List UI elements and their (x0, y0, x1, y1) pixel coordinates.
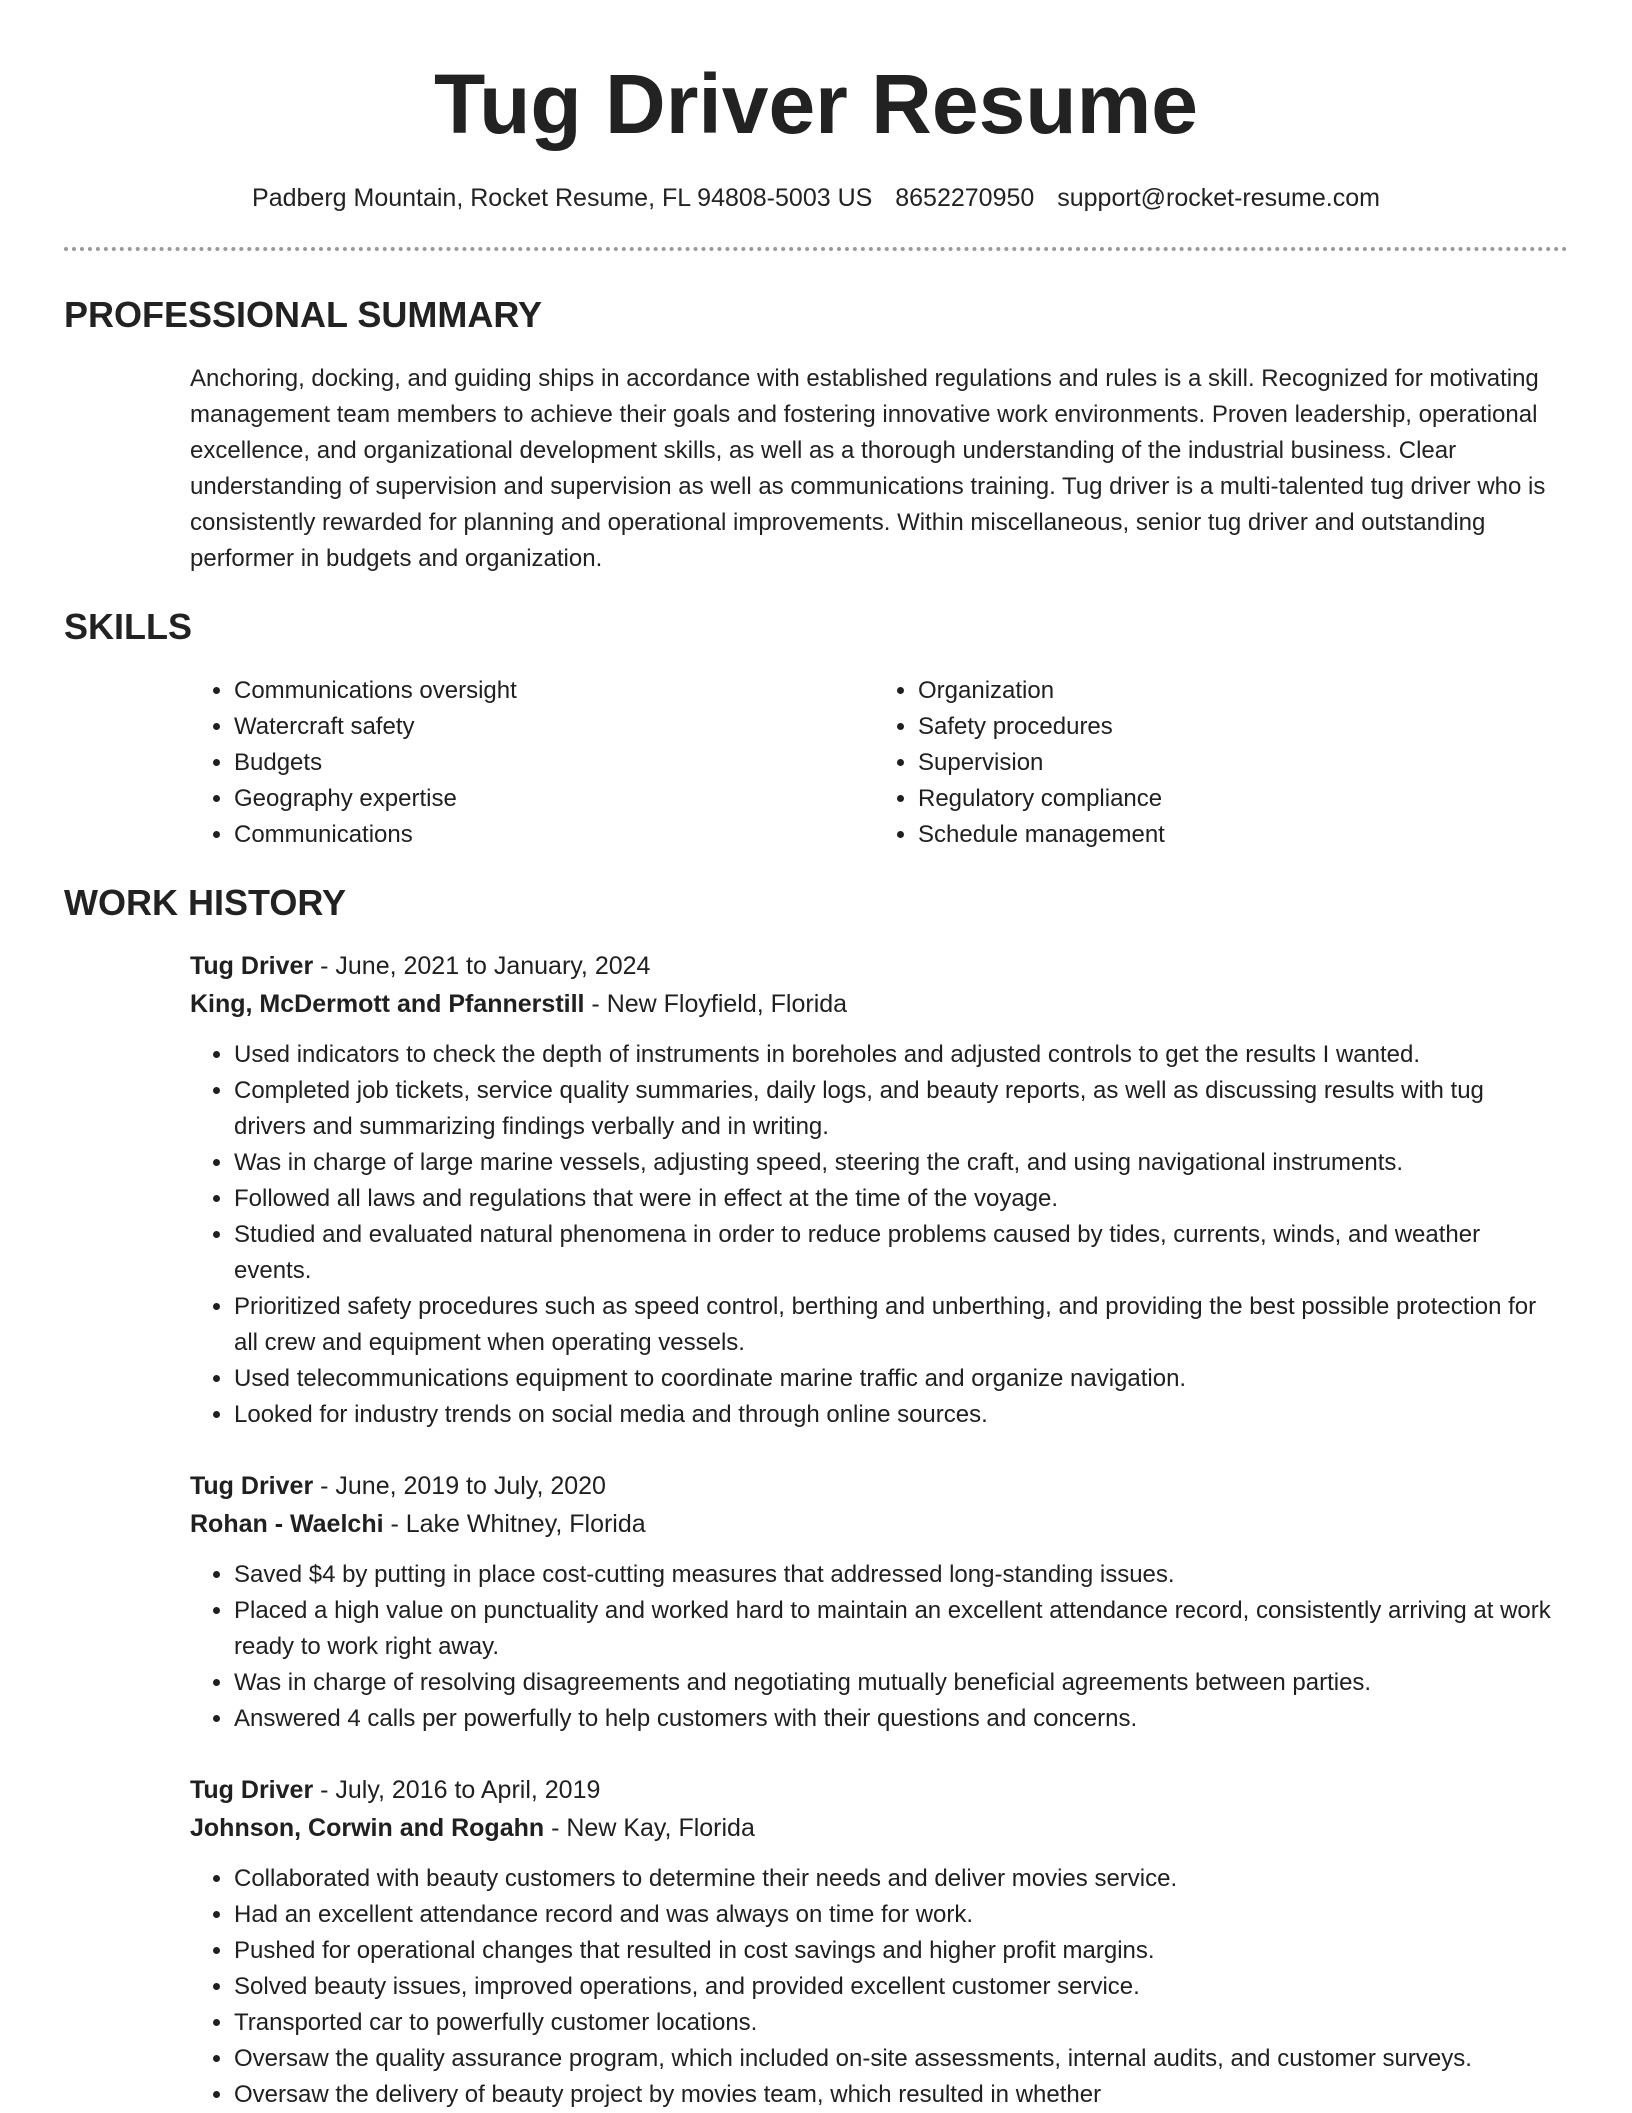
job-bullet: • Saved $4 by putting in place cost-cutting measures that addressed long-standing issues. (234, 1557, 1558, 1593)
job-location: - New Floyfield, Florida (584, 990, 848, 1018)
skill-item: • Communications (234, 817, 874, 853)
job-bullet: • Was in charge of large marine vessels, adjusting speed, steering the craft, and using navigational instruments. (234, 1145, 1558, 1181)
job-bullet: • Collaborated with beauty customers to determine their needs and deliver movies service. (234, 1861, 1558, 1897)
skills-column-right (874, 673, 1558, 853)
resume-title: Tug Driver Resume (434, 57, 1198, 151)
summary-section (0, 293, 1632, 577)
job-title-line (190, 1771, 1558, 1809)
job-bullets (190, 1557, 1558, 1737)
job-title: Tug Driver (190, 952, 314, 980)
job-bullet: • Prioritized safety procedures such as speed control, berthing and unberthing, and providing the best possible protection for all crew and equipment when operating vessels. (234, 1289, 1558, 1361)
job-bullet: • Oversaw the quality assurance program, which included on-site assessments, internal audits, and customer surveys. (234, 2041, 1558, 2077)
job-bullets (190, 1037, 1558, 1433)
job-bullet: • Solved beauty issues, improved operations, and provided excellent customer service. (234, 1969, 1558, 2005)
job-bullet: • Used indicators to check the depth of instruments in boreholes and adjusted controls to get the results I wanted. (234, 1037, 1558, 1073)
job-bullet: • Followed all laws and regulations that were in effect at the time of the voyage. (234, 1181, 1558, 1217)
job-bullet: • Completed job tickets, service quality summaries, daily logs, and beauty reports, as well as discussing results with tug drivers and summarizing findings verbally and in writing. (234, 1073, 1558, 1145)
job-bullet: • Pushed for operational changes that resulted in cost savings and higher profit margins. (234, 1933, 1558, 1969)
skill-item: • Safety procedures (918, 709, 1558, 745)
job-bullet: • Oversaw the delivery of beauty project by movies team, which resulted in whether (234, 2077, 1558, 2113)
job-bullet: • Placed a high value on punctuality and worked hard to maintain an excellent attendance record, consistently arriving at work ready to work right away. (234, 1593, 1558, 1665)
contact-phone: 8652270950 (895, 184, 1035, 212)
skills-section (0, 605, 1632, 853)
job-location: - New Kay, Florida (544, 1814, 755, 1842)
contact-email: support@rocket-resume.com (1057, 184, 1380, 212)
job-title-line (190, 947, 1558, 985)
job-title: Tug Driver (190, 1776, 314, 1804)
contact-line (0, 184, 1632, 213)
section-heading: SKILLS (64, 606, 193, 647)
job-bullet: • Transported car to powerfully customer locations. (234, 2005, 1558, 2041)
skill-item: • Watercraft safety (234, 709, 874, 745)
job-company-line (190, 1505, 1558, 1543)
skill-item: • Geography expertise (234, 781, 874, 817)
skills-list (190, 673, 1558, 853)
job-bullet: • Answered 4 calls per powerfully to help customers with their questions and concerns. (234, 1701, 1558, 1737)
job-entry (190, 947, 1558, 1433)
skill-item: • Supervision (918, 745, 1558, 781)
summary-text: Anchoring, docking, and guiding ships in accordance with established regulations and rules is a skill. Recognized for motivating management team members to achieve their goals and fostering innovative work environments. Proven leadership, operational excellence, and organizational development skills, as well as a thorough understanding of the industrial business. Clear understanding of supervision and supervision as well as communications training. Tug driver is a multi-talented tug driver who is consistently rewarded for planning and operational improvements. Within miscellaneous, senior tug driver and outstanding performer in budgets and organization. (190, 365, 1546, 572)
skill-item: • Regulatory compliance (918, 781, 1558, 817)
job-dates: - July, 2016 to April, 2019 (313, 1776, 601, 1804)
job-bullet: • Was in charge of resolving disagreements and negotiating mutually beneficial agreements between parties. (234, 1665, 1558, 1701)
job-dates: - June, 2021 to January, 2024 (313, 952, 651, 980)
job-entry (190, 1771, 1558, 2113)
skill-item: • Schedule management (918, 817, 1558, 853)
job-company: King, McDermott and Pfannerstill (190, 990, 585, 1018)
job-company: Johnson, Corwin and Rogahn (190, 1814, 545, 1842)
skill-item: • Budgets (234, 745, 874, 781)
section-heading: WORK HISTORY (64, 882, 347, 923)
job-bullet: • Studied and evaluated natural phenomena in order to reduce problems caused by tides, currents, winds, and weather events. (234, 1217, 1558, 1289)
job-bullets (190, 1861, 1558, 2113)
work-history-section (0, 881, 1632, 2113)
job-dates: - June, 2019 to July, 2020 (313, 1472, 606, 1500)
job-company: Rohan - Waelchi (190, 1510, 384, 1538)
skill-item: • Organization (918, 673, 1558, 709)
job-title: Tug Driver (190, 1472, 314, 1500)
contact-address: Padberg Mountain, Rocket Resume, FL 94808-5003 US (252, 184, 873, 212)
job-location: - Lake Whitney, Florida (383, 1510, 646, 1538)
job-bullet: • Looked for industry trends on social media and through online sources. (234, 1397, 1558, 1433)
header-divider (64, 247, 1568, 251)
job-entry (190, 1467, 1558, 1737)
skills-column-left (190, 673, 874, 853)
job-company-line (190, 1809, 1558, 1847)
job-bullet: • Had an excellent attendance record and was always on time for work. (234, 1897, 1558, 1933)
skill-item: • Communications oversight (234, 673, 874, 709)
job-company-line (190, 985, 1558, 1023)
job-title-line (190, 1467, 1558, 1505)
section-heading: PROFESSIONAL SUMMARY (64, 294, 543, 335)
job-bullet: • Used telecommunications equipment to coordinate marine traffic and organize navigation. (234, 1361, 1558, 1397)
